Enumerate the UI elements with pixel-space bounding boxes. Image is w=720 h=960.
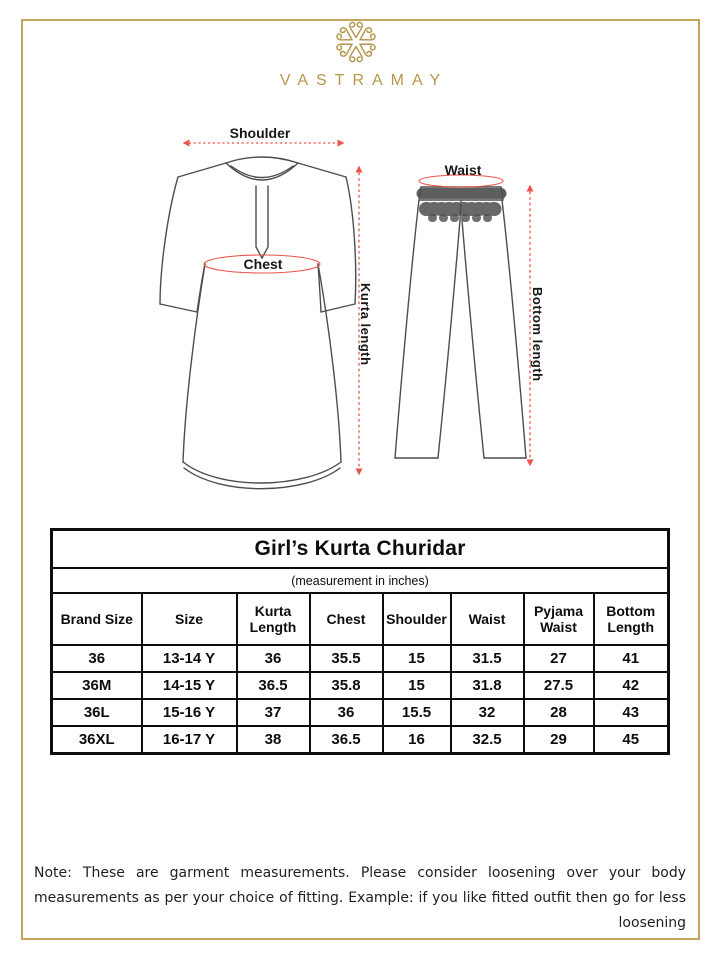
table-cell: 42 — [594, 672, 669, 699]
table-cell: 15-16 Y — [142, 699, 237, 726]
chest-label: Chest — [243, 256, 283, 272]
table-cell: 35.5 — [310, 645, 383, 672]
table-cell: 16 — [383, 726, 451, 754]
size-chart-table — [50, 528, 670, 755]
pants-drawing — [395, 187, 526, 458]
column-header-bottom-length: Bottom Length — [594, 593, 669, 645]
table-header-row — [52, 593, 669, 645]
table-cell: 15.5 — [383, 699, 451, 726]
table-cell: 28 — [524, 699, 594, 726]
column-header-pyjama-waist: Pyjama Waist — [524, 593, 594, 645]
table-subtitle: (measurement in inches) — [52, 568, 669, 593]
table-cell: 36L — [52, 699, 142, 726]
table-cell: 45 — [594, 726, 669, 754]
table-cell: 41 — [594, 645, 669, 672]
table-cell: 43 — [594, 699, 669, 726]
table-cell: 36 — [52, 645, 142, 672]
bottom-length-label: Bottom length — [530, 287, 545, 382]
table-cell: 31.5 — [451, 645, 524, 672]
table-row — [52, 672, 669, 699]
table-cell: 15 — [383, 672, 451, 699]
kurta-length-label: Kurta length — [358, 283, 373, 366]
table-cell: 32.5 — [451, 726, 524, 754]
shoulder-label: Shoulder — [229, 125, 291, 141]
table-cell: 32 — [451, 699, 524, 726]
table-row — [52, 699, 669, 726]
table-cell: 36M — [52, 672, 142, 699]
table-cell: 27.5 — [524, 672, 594, 699]
table-cell: 29 — [524, 726, 594, 754]
table-row — [52, 645, 669, 672]
waist-label: Waist — [444, 162, 482, 178]
table-cell: 14-15 Y — [142, 672, 237, 699]
table-cell: 36 — [310, 699, 383, 726]
table-title: Girl’s Kurta Churidar — [52, 530, 669, 569]
column-header-shoulder: Shoulder — [383, 593, 451, 645]
column-header-size: Size — [142, 593, 237, 645]
measurement-note: Note: These are garment measurements. Please consider loosening over your body measurements as per your choice of fitting. Example: if you like fitted outfit then go for less loosening — [34, 865, 686, 932]
table-cell: 13-14 Y — [142, 645, 237, 672]
table-cell: 36.5 — [310, 726, 383, 754]
kurta-drawing — [160, 157, 356, 489]
table-cell: 35.8 — [310, 672, 383, 699]
table-subtitle-row — [52, 568, 669, 593]
table-cell: 16-17 Y — [142, 726, 237, 754]
table-cell: 27 — [524, 645, 594, 672]
brand-name: VASTRAMAY — [279, 72, 449, 89]
table-row — [52, 726, 669, 754]
table-cell: 36 — [237, 645, 310, 672]
column-header-kurta-length: Kurta Length — [237, 593, 310, 645]
brand-logo-star-icon — [334, 20, 378, 64]
column-header-waist: Waist — [451, 593, 524, 645]
table-cell: 36.5 — [237, 672, 310, 699]
table-cell: 15 — [383, 645, 451, 672]
table-cell: 38 — [237, 726, 310, 754]
table-cell: 37 — [237, 699, 310, 726]
table-title-row — [52, 530, 669, 569]
column-header-brand-size: Brand Size — [52, 593, 142, 645]
column-header-chest: Chest — [310, 593, 383, 645]
table-cell: 31.8 — [451, 672, 524, 699]
table-cell: 36XL — [52, 726, 142, 754]
